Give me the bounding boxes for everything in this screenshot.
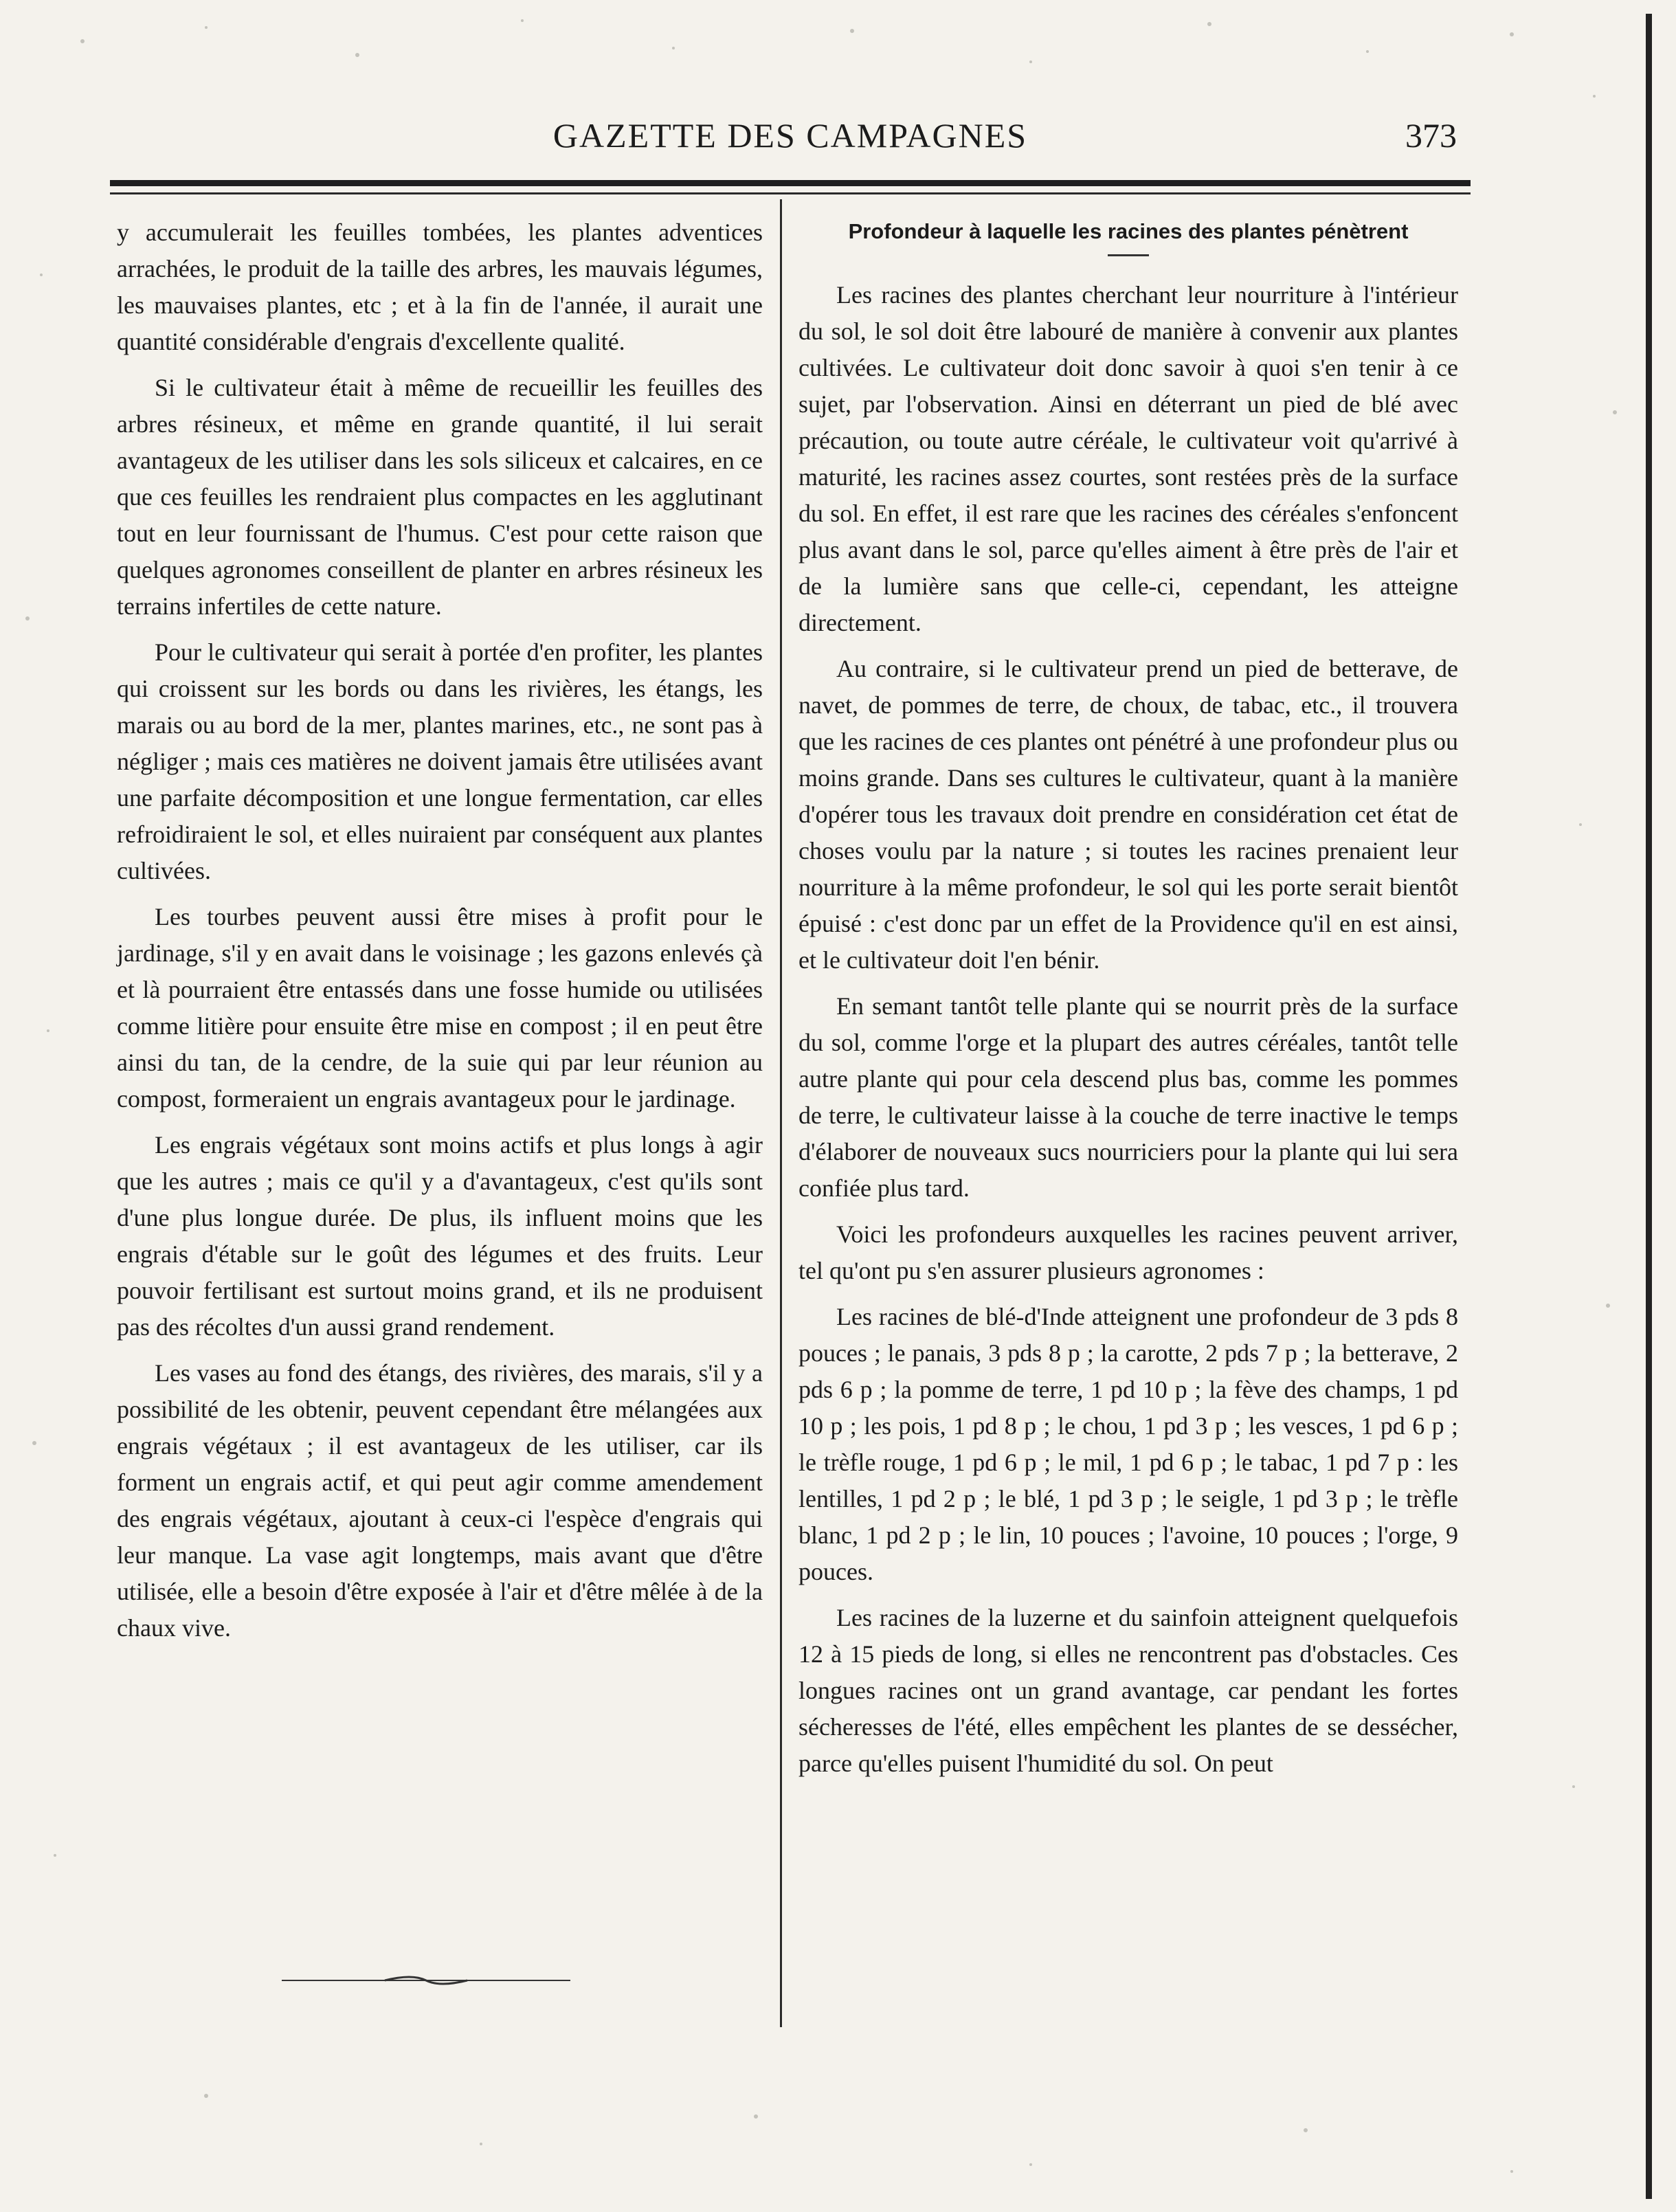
paragraph: Les vases au fond des étangs, des rivières, des marais, s'il y a possibilité de les obtenir, peuvent cependant être mélangées aux engrais végétaux ; il est avantageux de les utiliser, car ils forment un engrais actif, et qui peut agir comme amendement des engrais végétaux, ajoutant à ceux-ci l'espèce d'engrais qui leur manque. La vase agit longtemps, mais avant que d'être utilisée, elle a besoin d'être exposée à l'air et d'être mêlée à de la chaux vive. <box>117 1359 763 1642</box>
article-title: Profondeur à laquelle les racines des plantes pénètrent <box>848 219 1409 243</box>
header-rule-thick <box>110 180 1471 186</box>
paragraph: Les racines des plantes cherchant leur nourriture à l'intérieur du sol, le sol doit être labouré de manière à convenir aux plantes cultivées. Le cultivateur doit donc savoir à quoi s'en tenir à ce sujet, par l'observation. Ainsi en déterrant un pied de blé avec précaution, ou toute autre céréale, le cultivateur voit qu'arrivé à maturité, les racines assez courtes, sont restées près de la surface du sol. En effet, il est rare que les racines des céréales s'enfoncent plus avant dans le sol, parce qu'elles aiment à être près de l'air et de la lumière sans que celle-ci, cependant, les atteigne directement. <box>798 281 1458 636</box>
paragraph: En semant tantôt telle plante qui se nourrit près de la surface du sol, comme l'orge et la plupart des autres céréales, tantôt telle autre plante qui pour cela descend plus bas, comme les pommes de terre, le cultivateur laisse à la couche de terre inactive le temps d'élaborer de nouveaux sucs nourriciers pour la plante qui lui sera confiée plus tard. <box>798 992 1458 1202</box>
header-rule-thin <box>110 192 1471 194</box>
paragraph: Au contraire, si le cultivateur prend un pied de betterave, de navet, de pommes de terre, de choux, de tabac, etc., il trouvera que les racines de ces plantes ont pénétré à une profondeur plus ou moins grande. Dans ses cultures le cultivateur, quant à la manière d'opérer tous les travaux doit prendre en considération cet état de choses voulu par la nature ; si toutes les racines prenaient leur nourriture à la même profondeur, le sol qui les porte serait bientôt épuisé : c'est donc par un effet de la Providence qu'il en est ainsi, et le cultivateur doit l'en bénir. <box>798 655 1458 974</box>
column-divider <box>780 199 782 2027</box>
paragraph: Les engrais végétaux sont moins actifs et plus longs à agir que les autres ; mais ce qu'il y a d'avantageux, c'est qu'ils sont d'une plus longue durée. De plus, ils influent moins que les engrais d'étable sur le goût des légumes et des fruits. Leur pouvoir fertilisant est surtout moins grand, et ils ne produisent pas des récoltes d'un aussi grand rendement. <box>117 1131 763 1341</box>
paragraph: Les racines de la luzerne et du sainfoin atteignent quelquefois 12 à 15 pieds de long, si elles ne rencontrent pas d'obstacles. Ces longues racines ont un grand avantage, car pendant les fortes sécheresses de l'été, elles empêchent les plantes de se dessécher, parce qu'elles puisent l'humidité du sol. On peut <box>798 1604 1458 1777</box>
paragraph: Voici les profondeurs auxquelles les racines peuvent arriver, tel qu'ont pu s'en assurer plusieurs agronomes : <box>798 1220 1458 1284</box>
page-header <box>110 110 1471 172</box>
title-separator <box>1108 254 1149 256</box>
right-column <box>798 214 1458 1791</box>
paragraph: Les racines de blé-d'Inde atteignent une profondeur de 3 pds 8 pouces ; le panais, 3 pds 8 p ; la carotte, 2 pds 7 p ; la betterave, 2 pds 6 p ; la pomme de terre, 1 pd 10 p ; la fève des champs, 1 pd 10 p ; les pois, 1 pd 8 p ; le chou, 1 pd 3 p ; les vesces, 1 pd 6 p ; le trèfle rouge, 1 pd 6 p ; le mil, 1 pd 6 p ; le tabac, 1 pd 7 p : les lentilles, 1 pd 2 p ; le blé, 1 pd 3 p ; le seigle, 1 pd 3 p ; le trèfle blanc, 1 pd 2 p ; le lin, 10 pouces ; l'avoine, 10 pouces ; l'orge, 9 pouces. <box>798 1303 1458 1585</box>
page-edge-border <box>1646 14 1652 2199</box>
paragraph: Pour le cultivateur qui serait à portée d'en profiter, les plantes qui croissent sur les bords ou dans les rivières, les étangs, les marais ou au bord de la mer, plantes marines, etc., ne sont pas à négliger ; mais ces matières ne doivent jamais être utilisées avant une parfaite décomposition et une longue fermentation, car elles refroidiraient le sol, et elles nuiraient par conséquent aux plantes cultivées. <box>117 638 763 884</box>
paragraph: y accumulerait les feuilles tombées, les plantes adventices arrachées, le produit de la taille des arbres, les mauvais légumes, les mauvaises plantes, etc ; et à la fin de l'année, il aurait une quantité considérable d'engrais d'excellente qualité. <box>117 219 763 355</box>
paragraph: Si le cultivateur était à même de recueillir les feuilles des arbres résineux, et même en grande quantité, il lui serait avantageux de les utiliser dans les sols siliceux et calcaires, en ce que ces feuilles les rendraient plus compactes en les agglutinant tout en leur fournissant de l'humus. C'est pour cette raison que quelques agronomes conseillent de planter en arbres résineux les terrains infertiles de cette nature. <box>117 374 763 620</box>
end-ornament <box>282 1974 570 1987</box>
left-column <box>117 214 763 1656</box>
publication-title: GAZETTE DES CAMPAGNES <box>552 116 1028 155</box>
page-number: 373 <box>1405 116 1457 155</box>
paragraph: Les tourbes peuvent aussi être mises à profit pour le jardinage, s'il y en avait dans le voisinage ; les gazons enlevés çà et là pourraient être entassés dans une fosse humide ou utilisées comme litière pour ensuite être mise en compost ; il en peut être ainsi du tan, de la cendre, de la suie qui par leur réunion au compost, formeraient un engrais avantageux pour le jardinage. <box>117 903 763 1113</box>
